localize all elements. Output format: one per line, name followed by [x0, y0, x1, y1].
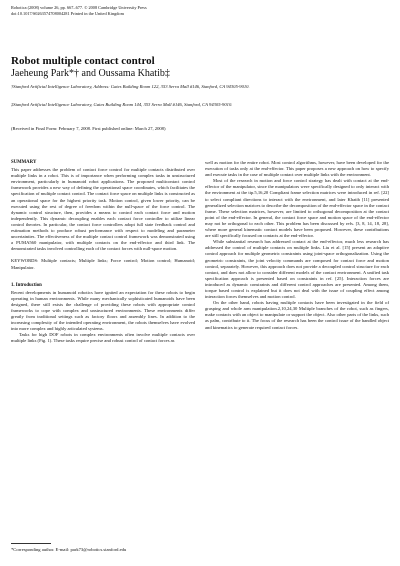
- affiliation-2: ‡Stanford Artificial Intelligence Laboratory, Gates Building Room 144, 353 Serra Mall #146, Stanford, CA 94305-9010.: [11, 102, 233, 107]
- right-paragraph-2: Most of the research in motion and force control strategy has dealt with contact at the end-effector of the manipulator, since the manipulators were specifically designed to only interact with the environment at the tip.5,16,20 Compliant frame selection matrices were introduced in ref. [22] to select compliant directions to interact with the environment, and later Khatib [11] presented generalized selection matrices to describe the decomposition of the end-effector space in the contact frame. These selection matrices, however, are limited to orthogonal decomposition at the contact point of the end-effector. In general, the contact force space and motion space of the end-effector may not be orthogonal to each other. This problem has been discussed by refs. [3, 8, 14, 18, 28], where more general kinematic contact models have been proposed. However, these contributions are still specifically focused on contacts at the end-effector.: [205, 178, 389, 239]
- intro-paragraph-2: Tasks for high DOF robots in complex environments often involve multiple contacts over multiple links (Fig. 1). These tasks require precise and robust control of contact forces as: [11, 332, 195, 344]
- journal-header-line1: Robotica (2008) volume 26, pp. 667–677. © 2008 Cambridge University Press: [11, 5, 147, 10]
- summary-text: This paper addresses the problem of contact force control for multiple contacts distributed over multiple links in a robot. This is of importance when performing complex tasks in unstructured environment, particularly in humanoid robot applications. The proposed multicontact control framework provides a new way of defining the operational space coordinates, which facilitates the specification of multiple contact control. The contact force space on multiple links is constructed as an operational space for the highest priority task. Motion control, given lower priority, can be executed using the rest of degree of freedom within the null-space of the force control. The dynamic control structure, then, provides a means to control each contact force and motion independently. This dynamic decoupling enables each contact force controller to utilize linear control theories. In particular, the contact force controllers adopt full state feedback control and estimation methods to produce robust performance with respect to modeling and parameter uncertainties. The effectiveness of the multiple contact control framework was demonstrated using a PUMA560 manipulator, with multiple contacts on the end-effector and third link. The demonstrated tasks involved controlling each of the contact forces with null-space motion.: [11, 167, 195, 252]
- keywords-label: KEYWORDS:: [11, 258, 39, 264]
- received-dates: (Received in Final Form: February 7, 2008. First published online: March 27, 2008): [11, 126, 166, 131]
- right-paragraph-4: On the other hand, robots having multiple contacts have been investigated in the field of grasping and whole arm manipulation.2,10,24,30 Multiple branches of the robot, such as fingers, make contacts with an object to manipulate or support the object. Also other parts of the links, such as palm, contribute to it. The focus of the research has been the control issue of the handled object and kinematics to generate required contact forces.: [205, 300, 389, 330]
- right-paragraph-3: While substantial research has addressed contact at the end-effector, much less research has addressed the control of multiple contacts on multiple links. Liu et al. [15] present an adaptive control approach for multiple geometric constraints using joint-space orthogonalization. Using the geometric constraints, the joint velocity commands are composed for contact force and motion control, separately. However, this approach does not provide a decoupled control structure for each contact, and does not allow to consider different models of the contact environment. A unified task specification approach is presented based on constraints in ref. [25]. Interaction forces are introduced as dynamic constraints and different control approaches are presented. Among them, torque based control is explained but it does not deal with the issue of coupling effect among interaction forces themselves and motion control.: [205, 239, 389, 300]
- intro-heading: 1. Introduction: [11, 282, 42, 288]
- right-column: [205, 160, 389, 331]
- affiliation-1: †Stanford Artificial Intelligence Laboratory, Address: Gates Building Room 122, 353 Serra Mall #146, Stanford, CA 94305-9010.: [11, 84, 250, 89]
- keywords-text: Multiple contacts; Multiple links; Force control; Motion control; Humanoid; Manipulator.: [11, 258, 195, 270]
- paper-title: Robot multiple contact control: [11, 55, 155, 67]
- keywords: [11, 258, 195, 270]
- paper-authors: Jaeheung Park*† and Oussama Khatib‡: [11, 68, 170, 79]
- intro-paragraph-1: Recent developments in humanoid robotics have ignited an expectation for these robots to begin operating in human environments. While many mechanically sophisticated humanoids have been designed, there still exists the challenge of providing these robots with appropriate control frameworks to cope with complex and unstructured environments. These environments differ greatly from traditional settings such as factory floors and assembly lines. In addition to the increasing complexity of the intended operating environment, the robots themselves have evolved into more complex and highly articulated systems.: [11, 289, 195, 332]
- journal-header-line2: doi:10.1017/S0263574708004281 Printed in the United Kingdom: [11, 11, 124, 16]
- summary-heading: SUMMARY: [11, 160, 37, 165]
- right-paragraph-1: well as motion for the entire robot. Most control algorithms, however, have been developed for the execution of tasks only at the end-effector. This paper proposes a new approach on how to specify and execute tasks in the case of multiple contact over multiple links with the environment.: [205, 160, 389, 178]
- journal-header: [11, 5, 147, 17]
- left-column: [11, 160, 195, 345]
- footnote-rule: [11, 543, 51, 544]
- footnote: *Corresponding author. E-mail: park73@robotics.stanford.edu: [11, 547, 127, 552]
